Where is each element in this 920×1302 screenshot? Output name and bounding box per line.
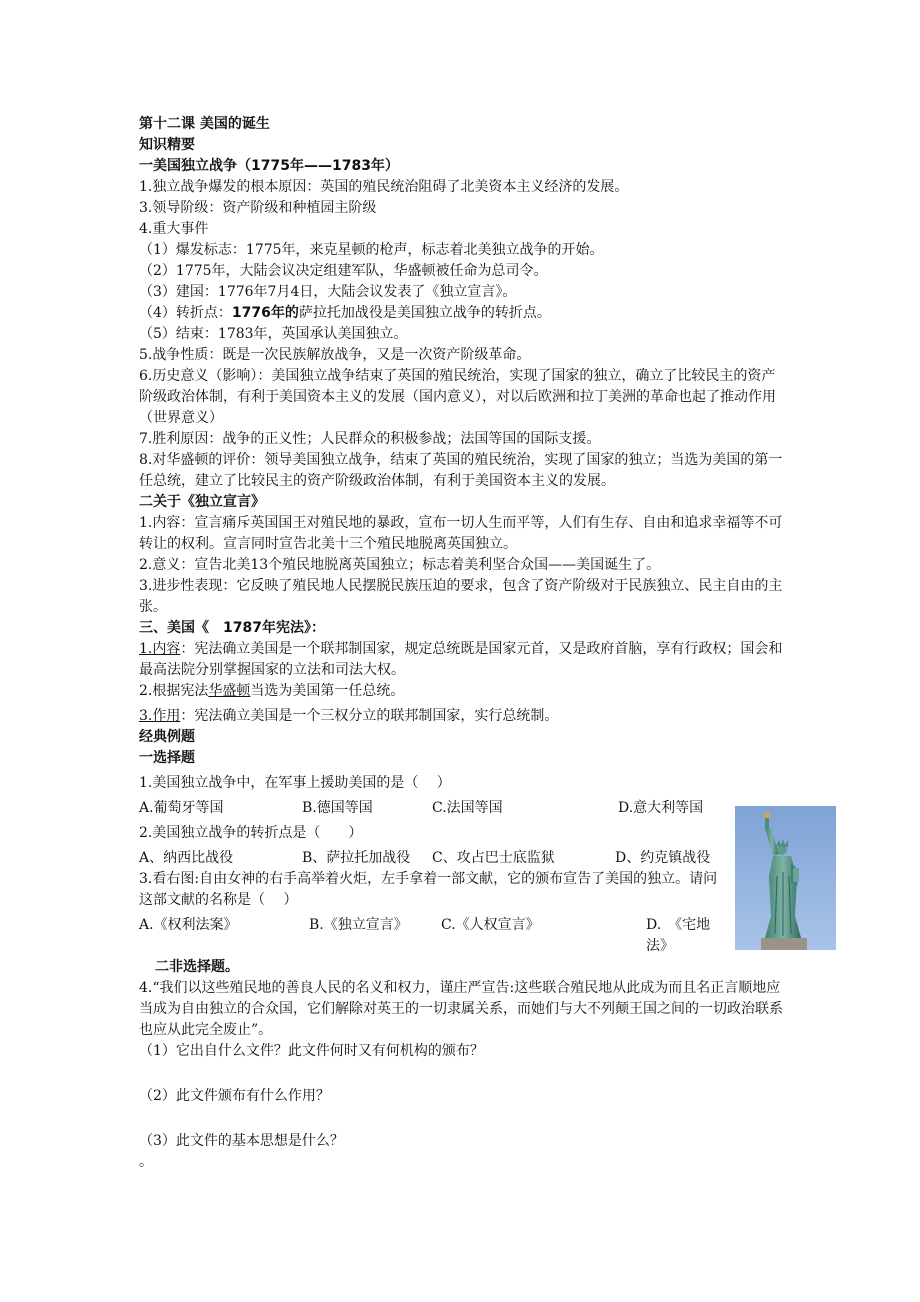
part1-item: 4.重大事件 xyxy=(139,221,209,237)
lesson-title: 第十二课 美国的诞生 xyxy=(139,116,270,132)
part1-item: 5.战争性质：既是一次民族解放战争，又是一次资产阶级革命。 xyxy=(139,347,531,363)
part3-heading: 三、美国《 1787年宪法》： xyxy=(139,620,325,636)
option: C.法国等国 xyxy=(432,800,503,816)
option: B.《独立宣言》 xyxy=(309,917,408,933)
question-4-sub: （3）此文件的基本思想是什么？ xyxy=(139,1133,344,1149)
question-1: 1.美国独立战争中，在军事上援助美国的是（ ） xyxy=(139,775,451,791)
part2-item: 2.意义：宣告北美13个殖民地脱离英国独立；标志着美利坚合众国——美国诞生了。 xyxy=(139,557,661,573)
part1-item: （3）建国：1776年7月4日，大陆会议发表了《独立宣言》。 xyxy=(139,284,517,300)
part2-heading: 二关于《独立宣言》 xyxy=(139,494,265,510)
option: B、萨拉托加战役 xyxy=(302,850,411,866)
mc-heading: 一选择题 xyxy=(139,750,195,766)
option: A.葡萄牙等国 xyxy=(139,800,224,816)
part1-turning-point: （4）转折点：1776年的萨拉托加战役是美国独立战争的转折点。 xyxy=(139,305,551,321)
section-examples-heading: 经典例题 xyxy=(139,729,195,745)
question-2: 2.美国独立战争的转折点是（ ） xyxy=(139,825,363,841)
section-knowledge-heading: 知识精要 xyxy=(139,137,195,153)
part1-item: 7.胜利原因：战争的正义性；人民群众的积极参战；法国等国的国际支援。 xyxy=(139,431,601,447)
part1-item: （2）1775年，大陆会议决定组建军队，华盛顿被任命为总司令。 xyxy=(139,263,548,279)
part1-item: 6.历史意义（影响）：美国独立战争结束了英国的殖民统治，实现了国家的独立，确立了比较民主的资产阶级政治体制，有利于美国资本主义的发展（国内意义），对以后欧洲和拉丁美洲的革命也起了推动作用（世界意义） xyxy=(139,368,776,426)
option: D、约克镇战役 xyxy=(615,850,711,866)
question-3-options xyxy=(139,915,724,957)
question-1-options xyxy=(139,798,784,819)
question-4: 4.“我们以这些殖民地的善良人民的名义和权力，谨庄严宣告:这些联合殖民地从此成为而且名正言顺地应当成为自由独立的合众国，它们解除对英王的一切隶属关系，而她们与大不列颠王国之间的一切政治联系也应从此完全废止”。 xyxy=(139,980,783,1038)
part1-item: 3.领导阶级：资产阶级和种植园主阶级 xyxy=(139,200,377,216)
part2-item: 1.内容：宣言痛斥英国国王对殖民地的暴政，宣布一切人生而平等，人们有生存、自由和追求幸福等不可转让的权利。宣言同时宣告北美十三个殖民地脱离英国独立。 xyxy=(139,515,783,552)
part1-item: （5）结束：1783年，英国承认美国独立。 xyxy=(139,326,408,342)
part1-item: 8.对华盛顿的评价：领导美国独立战争，结束了英国的殖民统治，实现了国家的独立；当选为美国的第一任总统，建立了比较民主的资产阶级政治体制，有利于美国资本主义的发展。 xyxy=(139,452,783,489)
part2-item: 3.进步性表现：它反映了殖民地人民摆脱民族压迫的要求，包含了资产阶级对于民族独立、民主自由的主张。 xyxy=(139,578,783,615)
question-3: 3.看右图:自由女神的右手高举着火炬，左手拿着一部文献，它的颁布宣告了美国的独立。请问这部文献的名称是（ ） xyxy=(139,871,718,908)
question-4-sub: （2）此文件颁布有什么作用？ xyxy=(139,1088,330,1104)
part3-item: 2.根据宪法华盛顿当选为美国第一任总统。 xyxy=(139,683,405,699)
option: C.《人权宣言》 xyxy=(441,917,540,933)
option: D.意大利等国 xyxy=(618,800,704,816)
option: D. 《宅地法》 xyxy=(646,917,711,954)
part1-item: 1.独立战争爆发的根本原因：英国的殖民统治阻碍了北美资本主义经济的发展。 xyxy=(139,179,629,195)
option: B.德国等国 xyxy=(302,800,373,816)
option: A、纳西比战役 xyxy=(139,850,234,866)
question-2-options xyxy=(139,848,784,869)
option: A.《权利法案》 xyxy=(139,917,238,933)
option: C、攻占巴士底监狱 xyxy=(432,850,555,866)
nonmc-heading: 二非选择题。 xyxy=(155,959,239,975)
question-4-sub: （1）它出自什么文件？此文件何时又有何机构的颁布？ xyxy=(139,1043,484,1059)
end-mark: 。 xyxy=(139,1154,153,1170)
part3-item: 3.作用：宪法确立美国是一个三权分立的联邦制国家，实行总统制。 xyxy=(139,708,559,724)
statue-of-liberty-image xyxy=(735,806,836,950)
part1-heading: 一美国独立战争（1775年——1783年） xyxy=(139,158,399,174)
part3-item: 1.内容：宪法确立美国是一个联邦制国家，规定总统既是国家元首，又是政府首脑，享有行政权；国会和最高法院分别掌握国家的立法和司法大权。 xyxy=(139,641,783,678)
document-page xyxy=(139,114,784,1173)
part1-item: （1）爆发标志：1775年，来克星顿的枪声，标志着北美独立战争的开始。 xyxy=(139,242,604,258)
